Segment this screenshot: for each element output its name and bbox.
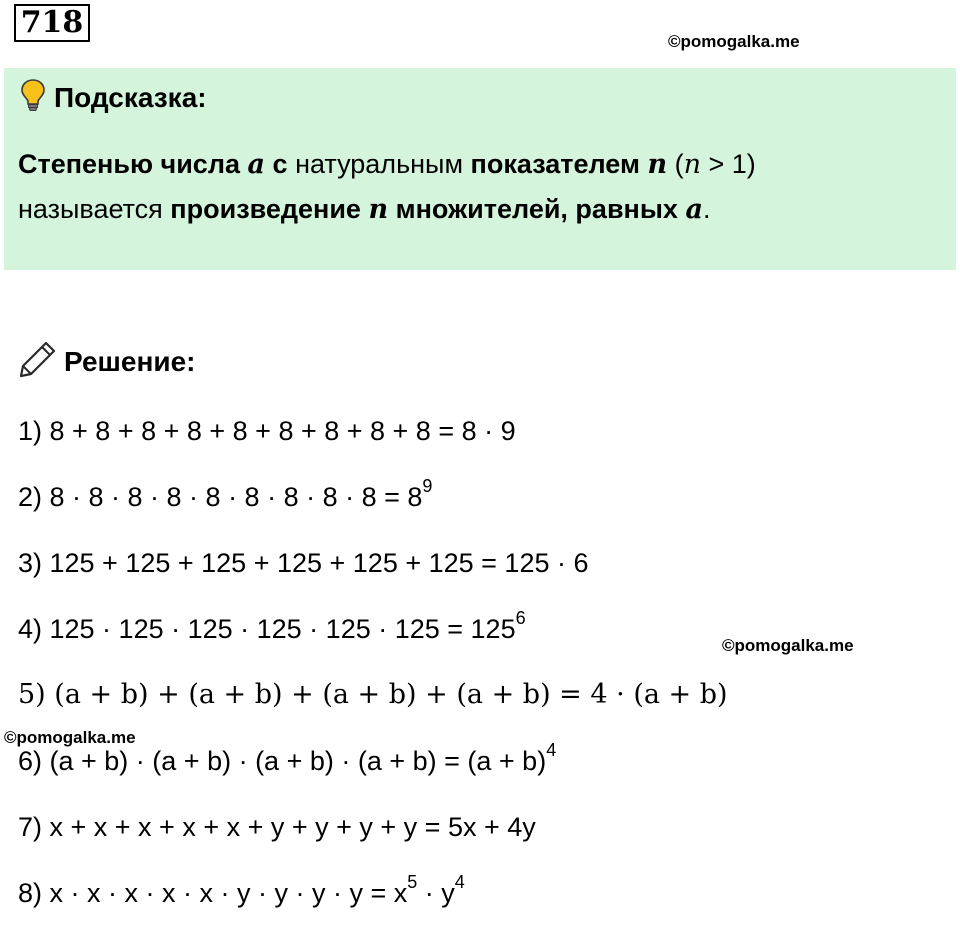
watermark-top: ©pomogalka.me	[668, 32, 800, 51]
problem-number: 718	[14, 4, 90, 42]
line-2-exponent: 9	[422, 476, 433, 496]
solution-line-2	[18, 474, 948, 540]
hint-text	[18, 142, 938, 232]
line-4-exponent: 6	[515, 608, 526, 628]
hint-word-natural: натуральным	[295, 149, 464, 179]
solution-line-1: 1) 8 + 8 + 8 + 8 + 8 + 8 + 8 + 8 + 8 = 8 · 9	[18, 416, 516, 446]
hint-term-power: Степенью числа	[18, 149, 240, 179]
hint-paren-open: (	[674, 149, 684, 179]
line-8-text: 8) x · x · x · x · x · y · y · y · y = x	[18, 878, 408, 908]
hint-var-a: a	[247, 149, 266, 180]
watermark-middle: ©pomogalka.me	[722, 636, 854, 655]
line-6-text: 6) (a + b) · (a + b) · (a + b) · (a + b) = (a + b)	[18, 746, 547, 776]
line-8-exponent-x: 5	[407, 872, 418, 892]
line-2-text: 2) 8 · 8 · 8 · 8 · 8 · 8 · 8 · 8 · 8 = 8	[18, 482, 423, 512]
solution-line-5: 5) (a + b) + (a + b) + (a + b) + (a + b) = 4 · (a + b)	[18, 679, 728, 710]
hint-term-product: произведение	[170, 194, 361, 224]
hint-term-exponent: показателем	[470, 149, 640, 179]
solution-line-7: 7) x + x + x + x + x + y + y + y + y = 5x + 4y	[18, 812, 536, 842]
hint-var-a2: a	[685, 194, 703, 225]
hint-word-s: с	[272, 149, 288, 179]
hint-cond-var: n	[683, 149, 702, 180]
solution-lines	[18, 408, 948, 936]
hint-period: .	[702, 194, 711, 224]
solution-title-text: Решение:	[64, 346, 196, 377]
hint-term-factors: множителей, равных	[395, 194, 678, 224]
solution-title	[18, 340, 195, 384]
pencil-icon	[18, 339, 58, 386]
solution-line-4	[18, 606, 948, 672]
line-6-exponent: 4	[546, 740, 557, 760]
lightbulb-icon	[20, 78, 46, 119]
line-8-exponent-y: 4	[454, 872, 465, 892]
line-8-text-y: · y	[424, 878, 455, 908]
hint-title-text: Подсказка:	[54, 82, 207, 113]
hint-var-n: n	[647, 149, 668, 180]
hint-var-n2: n	[368, 194, 389, 225]
solution-line-3: 3) 125 + 125 + 125 + 125 + 125 + 125 = 125 · 6	[18, 548, 589, 578]
solution-line-6	[18, 738, 948, 804]
watermark-left: ©pomogalka.me	[4, 728, 136, 747]
hint-cond: > 1)	[701, 149, 756, 179]
hint-title	[20, 78, 207, 118]
hint-word-called: называется	[18, 194, 163, 224]
line-4-text: 4) 125 · 125 · 125 · 125 · 125 · 125 = 125	[18, 614, 516, 644]
solution-line-8	[18, 870, 948, 936]
